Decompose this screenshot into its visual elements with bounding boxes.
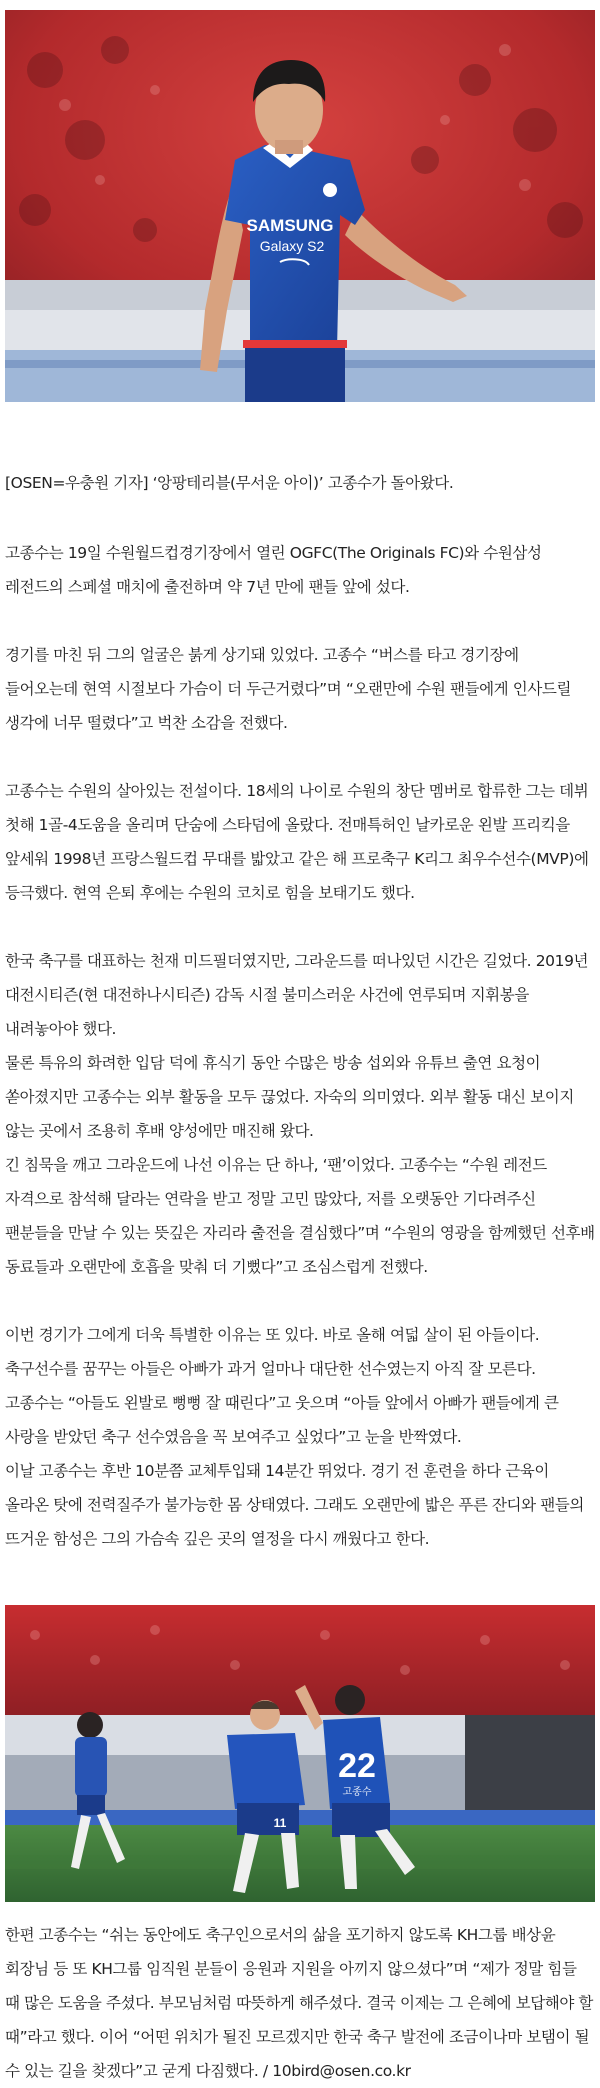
right-player-number: 22 bbox=[338, 1747, 376, 1785]
paragraph-10: 한편 고종수는 “쉬는 동안에도 축구인으로서의 삶을 포기하지 않도록 KH그룹 배상윤 회장님 등 또 KH그룹 임직원 분들이 응원과 지원을 아끼지 않으셨다”며 “제가 정말 힘들 때 많은 도움을 주셨다. 부모님처럼 따뜻하게 해주셨다. 결국 이제는 그 은혜에 보답해야 할 때”라고 했다. 이어 “어떤 위치가 될진 모르겠지만 한국 축구 발전에 조금이나마 보탬이 될 수 있는 길을 찾겠다”고 굳게 다짐했다. / 10bird@osen.co.kr bbox=[5, 1926, 594, 2080]
paragraph-9: 이날 고종수는 후반 10분쯤 교체투입돼 14분간 뛰었다. 경기 전 훈련을 하다 근육이 올라온 탓에 전력질주가 불가능한 몸 상태였다. 그래도 오랜만에 밟은 푸른 잔디와 팬들의 뜨거운 함성은 그의 가슴속 깊은 곳의 열정을 다시 깨웠다고 한다. bbox=[5, 1462, 584, 1548]
celebration-image bbox=[5, 1605, 595, 1902]
club-crest-icon bbox=[323, 183, 337, 197]
paragraph-2: 고종수는 19일 수원월드컵경기장에서 열린 OGFC(The Originals FC)와 수원삼성 레전드의 스페셜 매치에 출전하며 약 7년 만에 팬들 앞에 섰다. bbox=[5, 544, 542, 596]
paragraph-6: 물론 특유의 화려한 입담 덕에 휴식기 동안 수많은 방송 섭외와 유튜브 출연 요청이 쏟아졌지만 고종수는 외부 활동을 모두 끊었다. 자숙의 의미였다. 외부 활동 대신 보이지 않는 곳에서 조용히 후배 양성에만 매진해 왔다. bbox=[5, 1054, 574, 1140]
paragraph-3: 경기를 마친 뒤 그의 얼굴은 붉게 상기돼 있었다. 고종수 “버스를 타고 경기장에 들어오는데 현역 시절보다 가슴이 더 두근거렸다”며 “오랜만에 수원 팬들에게 인사드릴 생각에 너무 떨렸다”고 벅찬 소감을 전했다. bbox=[5, 646, 572, 732]
paragraph-1: [OSEN=우충원 기자] ‘앙팡테리블(무서운 아이)’ 고종수가 돌아왔다. bbox=[5, 474, 454, 492]
paragraph-5: 한국 축구를 대표하는 천재 미드필더였지만, 그라운드를 떠나있던 시간은 길었다. 2019년 대전시티즌(현 대전하나시티즌) 감독 시절 불미스러운 사건에 연루되며 지휘봉을 내려놓아야 했다. bbox=[5, 952, 589, 1038]
paragraph-7: 긴 침묵을 깨고 그라운드에 나선 이유는 단 하나, ‘팬’이었다. 고종수는 “수원 레전드 자격으로 참석해 달라는 연락을 받고 정말 고민 많았다, 저를 오랫동안 기다려주신 팬분들을 만날 수 있는 뜻깊은 자리라 출전을 결심했다”며 “수원의 영광을 함께했던 선후배 동료들과 오랜만에 호흡을 맞춰 더 기뻤다”고 조심스럽게 전했다. bbox=[5, 1156, 595, 1276]
bottom-photo bbox=[5, 1605, 595, 1902]
paragraph-4: 고종수는 수원의 살아있는 전설이다. 18세의 나이로 수원의 창단 멤버로 합류한 그는 데뷔 첫해 1골-4도움을 올리며 단숨에 스타덤에 올랐다. 전매특허인 날카로운 왼발 프리킥을 앞세워 1998년 프랑스월드컵 무대를 밟았고 같은 해 프로축구 K리그 최우수선수(MVP)에 등극했다. 현역 은퇴 후에는 수원의 코치로 힘을 보태기도 했다. bbox=[5, 782, 589, 902]
center-player-number: 11 bbox=[273, 1816, 287, 1830]
paragraph-8: 이번 경기가 그에게 더욱 특별한 이유는 또 있다. 바로 올해 여덟 살이 된 아들이다. 축구선수를 꿈꾸는 아들은 아빠가 과거 얼마나 대단한 선수였는지 아직 잘 모른다. 고종수는 “아들도 왼발로 뻥뻥 잘 때린다”고 웃으며 “아들 앞에서 아빠가 팬들에게 큰 사랑을 받았던 축구 선수였음을 꼭 보여주고 싶었다”고 눈을 반짝였다. bbox=[5, 1326, 559, 1446]
jersey-sponsor-line2: Galaxy S2 bbox=[259, 238, 325, 254]
top-photo bbox=[5, 10, 595, 402]
player-portrait-image bbox=[5, 10, 595, 402]
right-player-name: 고종수 bbox=[342, 1787, 372, 1798]
jersey-sponsor-line1: SAMSUNG bbox=[246, 216, 334, 235]
